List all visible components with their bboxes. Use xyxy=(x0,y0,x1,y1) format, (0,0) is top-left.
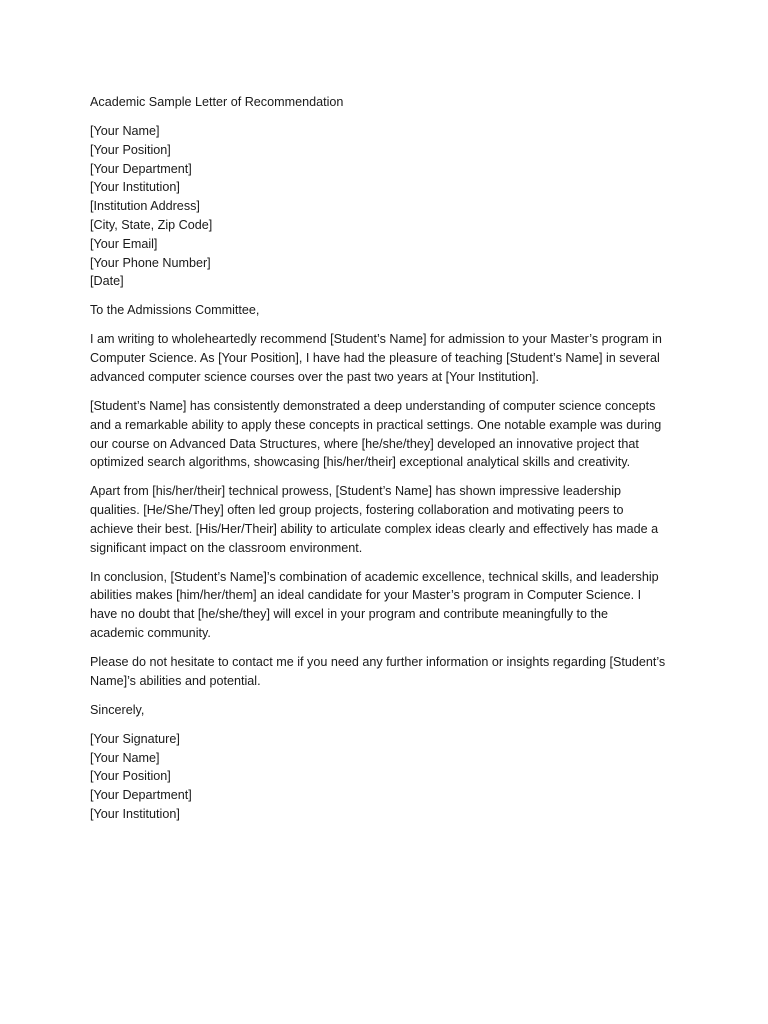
paragraph-line: achieve their best. [His/Her/Their] ability to articulate complex ideas clearly and effectively has made a xyxy=(90,521,659,536)
paragraph-line: [Student’s Name] has consistently demonstrated a deep understanding of computer science concepts xyxy=(90,398,656,413)
sender-line: [Your Email] xyxy=(90,236,158,251)
signature-line: [Your Department] xyxy=(90,788,192,803)
signature-line: [Your Signature] xyxy=(90,731,180,746)
body-paragraph-1 xyxy=(90,330,690,386)
sender-line: [Institution Address] xyxy=(90,199,200,214)
paragraph-line: Apart from [his/her/their] technical prowess, [Student’s Name] has shown impressive leadership xyxy=(90,484,622,499)
sender-line: [Your Name] xyxy=(90,123,160,138)
body-paragraph-2 xyxy=(90,397,690,472)
paragraph-line: qualities. [He/She/They] often led group projects, fostering collaboration and motivating peers to xyxy=(90,503,624,518)
salutation: To the Admissions Committee, xyxy=(90,303,260,318)
paragraph-line: In conclusion, [Student’s Name]’s combination of academic excellence, technical skills, and leadership xyxy=(90,569,659,584)
signature-line: [Your Name] xyxy=(90,750,160,765)
paragraph-line: significant impact on the classroom environment. xyxy=(90,540,363,555)
letter-page xyxy=(90,93,690,834)
letter-title: Academic Sample Letter of Recommendation xyxy=(90,95,344,109)
paragraph-line: and a remarkable ability to apply these concepts in practical settings. One notable example was during xyxy=(90,417,662,432)
body-paragraph-4 xyxy=(90,568,690,643)
paragraph-line: academic community. xyxy=(90,626,211,641)
paragraph-line: Please do not hesitate to contact me if you need any further information or insights regarding [Student’s xyxy=(90,655,666,670)
paragraph-line: advanced computer science courses over the past two years at [Your Institution]. xyxy=(90,369,539,384)
closing: Sincerely, xyxy=(90,702,145,717)
signature-line: [Your Position] xyxy=(90,769,171,784)
paragraph-line: Name]’s abilities and potential. xyxy=(90,673,261,688)
paragraph-line: I am writing to wholeheartedly recommend [Student’s Name] for admission to your Master’s program in xyxy=(90,332,662,347)
sender-line: [Date] xyxy=(90,274,124,289)
paragraph-line: Computer Science. As [Your Position], I have had the pleasure of teaching [Student’s Name] in several xyxy=(90,351,660,366)
body-paragraph-3 xyxy=(90,482,690,557)
sender-line: [Your Department] xyxy=(90,161,192,176)
sender-block xyxy=(90,122,690,291)
body-paragraph-5 xyxy=(90,653,690,691)
paragraph-line: optimized search algorithms, showcasing [his/her/their] exceptional analytical skills and creativity. xyxy=(90,455,631,470)
signature-line: [Your Institution] xyxy=(90,806,180,821)
paragraph-line: have no doubt that [he/she/they] will excel in your program and contribute meaningfully to the xyxy=(90,607,609,622)
paragraph-line: abilities makes [him/her/them] an ideal candidate for your Master’s program in Computer Science. I xyxy=(90,588,642,603)
sender-line: [Your Institution] xyxy=(90,180,180,195)
signature-block xyxy=(90,730,690,824)
sender-line: [City, State, Zip Code] xyxy=(90,217,213,232)
paragraph-line: our course on Advanced Data Structures, where [he/she/they] developed an innovative project that xyxy=(90,436,639,451)
sender-line: [Your Phone Number] xyxy=(90,255,211,270)
sender-line: [Your Position] xyxy=(90,142,171,157)
